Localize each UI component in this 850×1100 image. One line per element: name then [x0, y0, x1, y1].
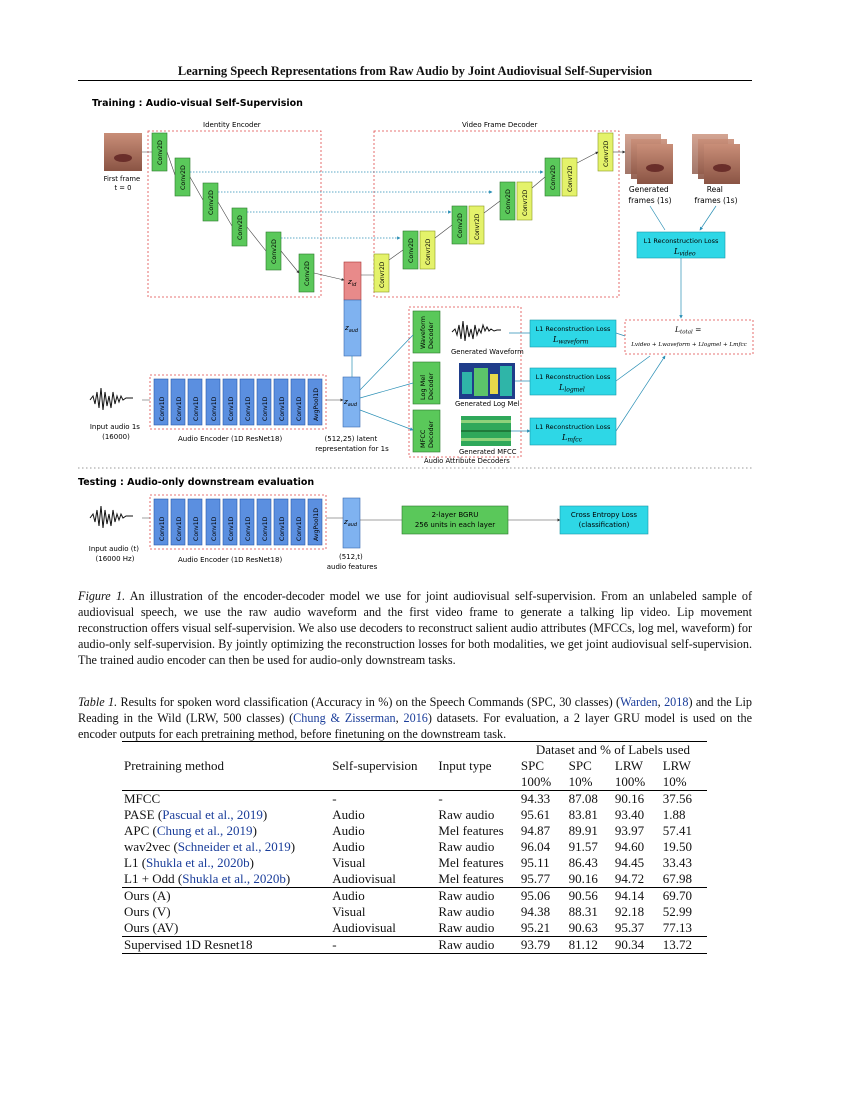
- col-input-header: Input type: [438, 758, 492, 773]
- table-row: [122, 904, 707, 920]
- audio-encoder-train-label: Audio Encoder (1D ResNet18): [178, 435, 283, 443]
- decoder-convt2d-4: [517, 182, 532, 220]
- value-cell: 87.08: [567, 791, 613, 808]
- audio-encoder-train-layers: [154, 379, 322, 425]
- svg-text:zaud: $z_{aud}$: [344, 518, 358, 528]
- decoder-convt2d-6: [598, 133, 613, 171]
- train-encoder-layer-label-7: Conv1D: [262, 396, 269, 421]
- decoder-conv2d-4: [545, 158, 560, 196]
- z-aud-train-block: [343, 377, 360, 427]
- value-cell: 94.60: [614, 839, 645, 854]
- encoder-conv2d-3: [203, 183, 218, 221]
- value-cell: 94.87: [520, 823, 551, 838]
- group-header: Dataset and % of Labels used: [519, 742, 707, 759]
- method-cell: Supervised 1D Resnet18: [122, 937, 330, 954]
- decoder-conv2d-1: [403, 231, 418, 269]
- test-encoder-layer-label-3: Conv1D: [193, 516, 200, 541]
- self-supervision-cell: Audio: [330, 888, 436, 905]
- test-encoder-layer-label-6: Conv1D: [245, 516, 252, 541]
- col-dataset-3: LRW: [614, 758, 644, 773]
- svg-text:WaveformDecoder: WaveformDecoder: [419, 316, 435, 349]
- svg-text:Lmfcc: Lmfcc: [562, 433, 582, 444]
- table-row: [122, 888, 707, 905]
- svg-text:Cross Entropy Loss: Cross Entropy Loss: [570, 511, 638, 519]
- value-cell: 95.77: [520, 871, 551, 886]
- test-encoder-layer-label-8: Conv1D: [279, 516, 286, 541]
- logmel-loss-box: [530, 368, 616, 395]
- table-row: [122, 791, 707, 808]
- mfcc-decoder: [413, 410, 440, 452]
- encoder-conv2d-4: [232, 208, 247, 246]
- input-audio-test-label: Input audio (t) (16000 Hz): [88, 545, 139, 563]
- input-type-cell: Raw audio: [438, 839, 495, 854]
- method-citation[interactable]: Chung et al., 2019: [156, 823, 253, 838]
- train-encoder-layer-label-4: Conv1D: [211, 396, 218, 421]
- test-encoder-layer-label-10: AvgPool1D: [313, 508, 320, 541]
- col-pct-4: 10%: [662, 774, 687, 789]
- svg-text:Conv2D: Conv2D: [208, 190, 215, 215]
- svg-text:ConvT2D: ConvT2D: [522, 189, 529, 216]
- input-type-cell: Mel features: [438, 823, 504, 838]
- input-type-cell: Raw audio: [438, 807, 495, 822]
- value-cell: 52.99: [662, 904, 692, 919]
- z-aud-block: [344, 300, 361, 356]
- table-row: [122, 920, 707, 937]
- value-cell: 57.41: [662, 823, 692, 838]
- generated-mfcc-label: Generated MFCC: [459, 448, 517, 456]
- method-cell: wav2vec (Schneider et al., 2019): [124, 839, 296, 854]
- svg-text:MFCCDecoder: MFCCDecoder: [419, 420, 435, 448]
- svg-text:L1 Reconstruction Loss: L1 Reconstruction Loss: [535, 373, 611, 381]
- method-cell: PASE (Pascual et al., 2019): [124, 807, 268, 822]
- value-cell: 37.56: [661, 791, 707, 808]
- svg-text:Log MelDecoder: Log MelDecoder: [419, 372, 435, 400]
- self-supervision-cell: Audiovisual: [332, 920, 396, 935]
- value-cell: 94.14: [613, 888, 661, 905]
- self-supervision-cell: Audio: [332, 823, 365, 838]
- input-type-cell: Raw audio: [438, 920, 495, 935]
- value-cell: 93.40: [614, 807, 645, 822]
- logmel-decoder: [413, 362, 440, 404]
- col-pct-3: 100%: [614, 774, 646, 789]
- svg-text:Llogmel: Llogmel: [559, 383, 585, 394]
- video-decoder-label: Video Frame Decoder: [462, 121, 538, 129]
- svg-text:ConvT2D: ConvT2D: [474, 213, 481, 240]
- value-cell: 95.37: [614, 920, 645, 935]
- value-cell: 19.50: [662, 839, 692, 854]
- col-dataset-1: SPC: [520, 758, 545, 773]
- input-type-cell: Raw audio: [436, 937, 518, 954]
- testing-heading: Testing : Audio-only downstream evaluation: [78, 477, 315, 488]
- generated-logmel-image: [459, 363, 515, 399]
- value-cell: 81.12: [567, 937, 613, 954]
- attribute-decoders-label: Audio Attribute Decoders: [424, 457, 510, 465]
- waveform-decoder: [413, 311, 440, 353]
- training-heading: Training : Audio-visual Self-Supervision: [92, 98, 303, 109]
- method-cell: L1 (Shukla et al., 2020b): [124, 855, 255, 870]
- input-audio-train-waveform: [90, 388, 133, 410]
- value-cell: 96.04: [520, 839, 551, 854]
- method-citation[interactable]: Pascual et al., 2019: [162, 807, 263, 822]
- col-self-header: Self-supervision: [332, 758, 418, 773]
- self-supervision-cell: Audio: [332, 839, 365, 854]
- value-cell: 92.18: [614, 904, 645, 919]
- z-id-block: [344, 262, 361, 300]
- figure-diagram: [0, 85, 850, 585]
- train-encoder-layer-label-5: Conv1D: [228, 396, 235, 421]
- input-audio-train-label: Input audio 1s (16000): [89, 423, 140, 441]
- test-encoder-layer-label-7: Conv1D: [262, 516, 269, 541]
- train-encoder-layer-label-10: AvgPool1D: [313, 388, 320, 421]
- real-frames-label: Real frames (1s): [694, 185, 738, 205]
- first-frame-label: First frame t = 0: [103, 175, 141, 192]
- method-cell: MFCC: [122, 791, 330, 808]
- svg-text:zaud: $z_{aud}$: [345, 324, 359, 334]
- self-supervision-cell: Visual: [332, 904, 366, 919]
- svg-text:Conv2D: Conv2D: [237, 215, 244, 240]
- generated-mfcc-image: [461, 416, 511, 446]
- value-cell: 13.72: [661, 937, 707, 954]
- input-type-cell: Mel features: [438, 871, 504, 886]
- video-decoder-box: [374, 131, 619, 297]
- table-header-row-3: [122, 774, 707, 791]
- method-cell: Ours (AV): [124, 920, 179, 935]
- table-header-row-2: [122, 758, 707, 774]
- input-type-cell: Raw audio: [436, 888, 518, 905]
- train-encoder-layer-label-6: Conv1D: [245, 396, 252, 421]
- generated-frames-image: [625, 134, 673, 184]
- col-pct-2: 10%: [568, 774, 593, 789]
- waveform-loss-box: [530, 320, 616, 347]
- latent-label: (512,25) latent representation for 1s: [315, 435, 389, 453]
- value-cell: 93.79: [519, 937, 567, 954]
- cross-entropy-box: [560, 506, 648, 534]
- value-cell: 94.45: [614, 855, 645, 870]
- svg-text:Ltotal =: $L_{total}$ =: [675, 325, 702, 336]
- method-cell: Ours (V): [124, 904, 171, 919]
- svg-text:Conv2D: Conv2D: [457, 213, 464, 238]
- mfcc-loss-box: [530, 418, 616, 445]
- col-method-header: Pretraining method: [124, 758, 225, 773]
- method-citation[interactable]: Schneider et al., 2019: [177, 839, 291, 854]
- table-row: [122, 839, 707, 855]
- value-cell: 91.57: [568, 839, 598, 854]
- col-dataset-4: LRW: [662, 758, 691, 773]
- svg-text:256 units in each layer: 256 units in each layer: [414, 521, 496, 529]
- col-pct-1: 100%: [520, 774, 552, 789]
- running-title: Learning Speech Representations from Raw Audio by Joint Audiovisual Self-Supervision: [177, 64, 653, 78]
- input-type-cell: -: [436, 791, 518, 808]
- encoder-conv2d-6: [299, 254, 314, 292]
- results-table: [122, 741, 707, 954]
- value-cell: 90.16: [613, 791, 661, 808]
- value-cell: 89.91: [568, 823, 598, 838]
- input-audio-test-waveform: [90, 506, 133, 528]
- test-encoder-layer-label-5: Conv1D: [228, 516, 235, 541]
- svg-text:Conv2D: Conv2D: [271, 239, 278, 264]
- col-dataset-2: SPC: [568, 758, 592, 773]
- table-row: [122, 807, 707, 823]
- method-cell: APC (Chung et al., 2019): [124, 823, 257, 838]
- real-frames-image: [692, 134, 740, 184]
- value-cell: 90.34: [613, 937, 661, 954]
- svg-text:ConvT2D: ConvT2D: [603, 140, 610, 167]
- value-cell: 94.72: [614, 871, 645, 886]
- table-row: [122, 823, 707, 839]
- svg-text:zid: $z_{id}$: [348, 278, 357, 288]
- svg-text:ConvT2D: ConvT2D: [567, 165, 574, 192]
- test-encoder-layer-label-9: Conv1D: [296, 516, 303, 541]
- value-cell: 95.06: [519, 888, 567, 905]
- encoder-conv2d-stack: [142, 133, 314, 292]
- video-loss-box: [637, 232, 725, 258]
- svg-text:Conv2D: Conv2D: [408, 238, 415, 263]
- audio-features-label: (512,t) audio features: [326, 553, 378, 571]
- svg-text:Conv2D: Conv2D: [505, 189, 512, 214]
- table-row: [122, 871, 707, 888]
- value-cell: 77.13: [662, 920, 692, 935]
- value-cell: 69.70: [661, 888, 707, 905]
- value-cell: 90.63: [568, 920, 598, 935]
- z-aud-test-block: [343, 498, 360, 548]
- decoder-convt2d-1: [374, 254, 389, 292]
- value-cell: 95.11: [520, 855, 550, 870]
- svg-text:Conv2D: Conv2D: [157, 140, 164, 165]
- svg-text:L1 Reconstruction Loss: L1 Reconstruction Loss: [643, 237, 719, 245]
- svg-text:ConvT2D: ConvT2D: [425, 238, 432, 265]
- decoder-conv2d-2: [452, 206, 467, 244]
- table-caption: Table 1. Results for spoken word classification (Accuracy in %) on the Speech Commands (SPC, 30 classes) (Warden, 2018) and the Lip Reading in the Wild (LRW, 500 classes) (Chung & Zisserman, 2016) datasets. For evaluation, a 2 layer GRU model is used on the encoder outputs for each pretraining method, before finetuning on the downstream task.: [78, 695, 753, 741]
- decoder-convt2d-5: [562, 158, 577, 196]
- svg-text:Lwaveform: Lwaveform: [553, 335, 589, 346]
- total-loss-box: [625, 320, 753, 354]
- test-encoder-layer-label-1: Conv1D: [159, 516, 166, 541]
- generated-logmel-label: Generated Log Mel: [455, 400, 520, 408]
- generated-waveform-image: [452, 321, 501, 341]
- svg-text:Lvideo + Lwaveform + Llogmel +: Lvideo + Lwaveform + Llogmel + Lmfcc: [631, 342, 747, 348]
- svg-text:Conv2D: Conv2D: [180, 165, 187, 190]
- svg-text:2-layer BGRU: 2-layer BGRU: [431, 511, 479, 519]
- self-supervision-cell: Audiovisual: [332, 871, 396, 886]
- table-row: [122, 855, 707, 871]
- svg-text:ConvT2D: ConvT2D: [379, 261, 386, 288]
- bgru-box: [402, 506, 508, 534]
- method-cell: Ours (A): [122, 888, 330, 905]
- value-cell: 67.98: [662, 871, 692, 886]
- method-citation[interactable]: Shukla et al., 2020b: [182, 871, 286, 886]
- test-encoder-layer-label-4: Conv1D: [211, 516, 218, 541]
- table-header-row-1: [122, 742, 707, 759]
- decoder-convt2d-2: [420, 231, 435, 269]
- value-cell: 33.43: [662, 855, 692, 870]
- self-supervision-cell: Visual: [332, 855, 366, 870]
- decoder-conv2d-3: [500, 182, 515, 220]
- svg-text:zaud: $z_{aud}$: [344, 398, 358, 408]
- svg-text:Conv2D: Conv2D: [304, 261, 311, 286]
- svg-text:Conv2D: Conv2D: [550, 165, 557, 190]
- value-cell: 90.16: [568, 871, 598, 886]
- self-supervision-cell: -: [330, 791, 436, 808]
- value-cell: 95.61: [520, 807, 551, 822]
- train-encoder-layer-label-8: Conv1D: [279, 396, 286, 421]
- encoder-conv2d-1: [152, 133, 167, 171]
- value-cell: 86.43: [568, 855, 598, 870]
- train-encoder-layer-label-9: Conv1D: [296, 396, 303, 421]
- train-encoder-layer-label-1: Conv1D: [159, 396, 166, 421]
- generated-waveform-label: Generated Waveform: [451, 348, 524, 356]
- value-cell: 94.33: [519, 791, 567, 808]
- method-citation[interactable]: Shukla et al., 2020b: [146, 855, 250, 870]
- self-supervision-cell: -: [330, 937, 436, 954]
- input-type-cell: Raw audio: [438, 904, 495, 919]
- value-cell: 1.88: [662, 807, 686, 822]
- table-row: [122, 937, 707, 954]
- audio-encoder-test-label: Audio Encoder (1D ResNet18): [178, 556, 283, 564]
- svg-text:(classification): (classification): [578, 521, 630, 529]
- svg-text:Lvideo: Lvideo: [674, 247, 696, 258]
- svg-text:L1 Reconstruction Loss: L1 Reconstruction Loss: [535, 423, 611, 431]
- train-encoder-layer-label-2: Conv1D: [176, 396, 183, 421]
- value-cell: 83.81: [568, 807, 598, 822]
- decoder-convt2d-stack: [361, 133, 613, 292]
- self-supervision-cell: Audio: [332, 807, 365, 822]
- generated-frames-label: Generated frames (1s): [628, 185, 672, 205]
- train-encoder-layer-label-3: Conv1D: [193, 396, 200, 421]
- svg-text:L1 Reconstruction Loss: L1 Reconstruction Loss: [535, 325, 611, 333]
- value-cell: 94.38: [520, 904, 551, 919]
- audio-encoder-test-layers: [154, 499, 322, 545]
- value-cell: 93.97: [614, 823, 645, 838]
- input-type-cell: Mel features: [438, 855, 504, 870]
- test-encoder-layer-label-2: Conv1D: [176, 516, 183, 541]
- first-frame-image: [104, 133, 142, 171]
- value-cell: 90.56: [567, 888, 613, 905]
- encoder-conv2d-5: [266, 232, 281, 270]
- value-cell: 88.31: [568, 904, 598, 919]
- method-cell: L1 + Odd (Shukla et al., 2020b): [124, 871, 291, 886]
- encoder-conv2d-2: [175, 158, 190, 196]
- figure-caption: Figure 1. An illustration of the encoder-decoder model we use for joint audiovisual self-supervision. From an unlabeled sample of audiovisual speech, we use the raw audio waveform and the first video frame to generate a talking lip video. Lip movement reconstruction offers visual self-supervision. We also use decoders to reconstruct salient audio attributes (MFCCs, log mel, waveform) for audio-only self-supervision. By jointly optimizing the reconstruction losses for both modalities, we get joint audiovisual self-supervision. The trained audio encoder can then be used for audio-only downstream tasks.: [78, 589, 753, 667]
- title-rule: [78, 80, 752, 81]
- identity-encoder-label: Identity Encoder: [203, 121, 261, 129]
- decoder-convt2d-3: [469, 206, 484, 244]
- value-cell: 95.21: [520, 920, 551, 935]
